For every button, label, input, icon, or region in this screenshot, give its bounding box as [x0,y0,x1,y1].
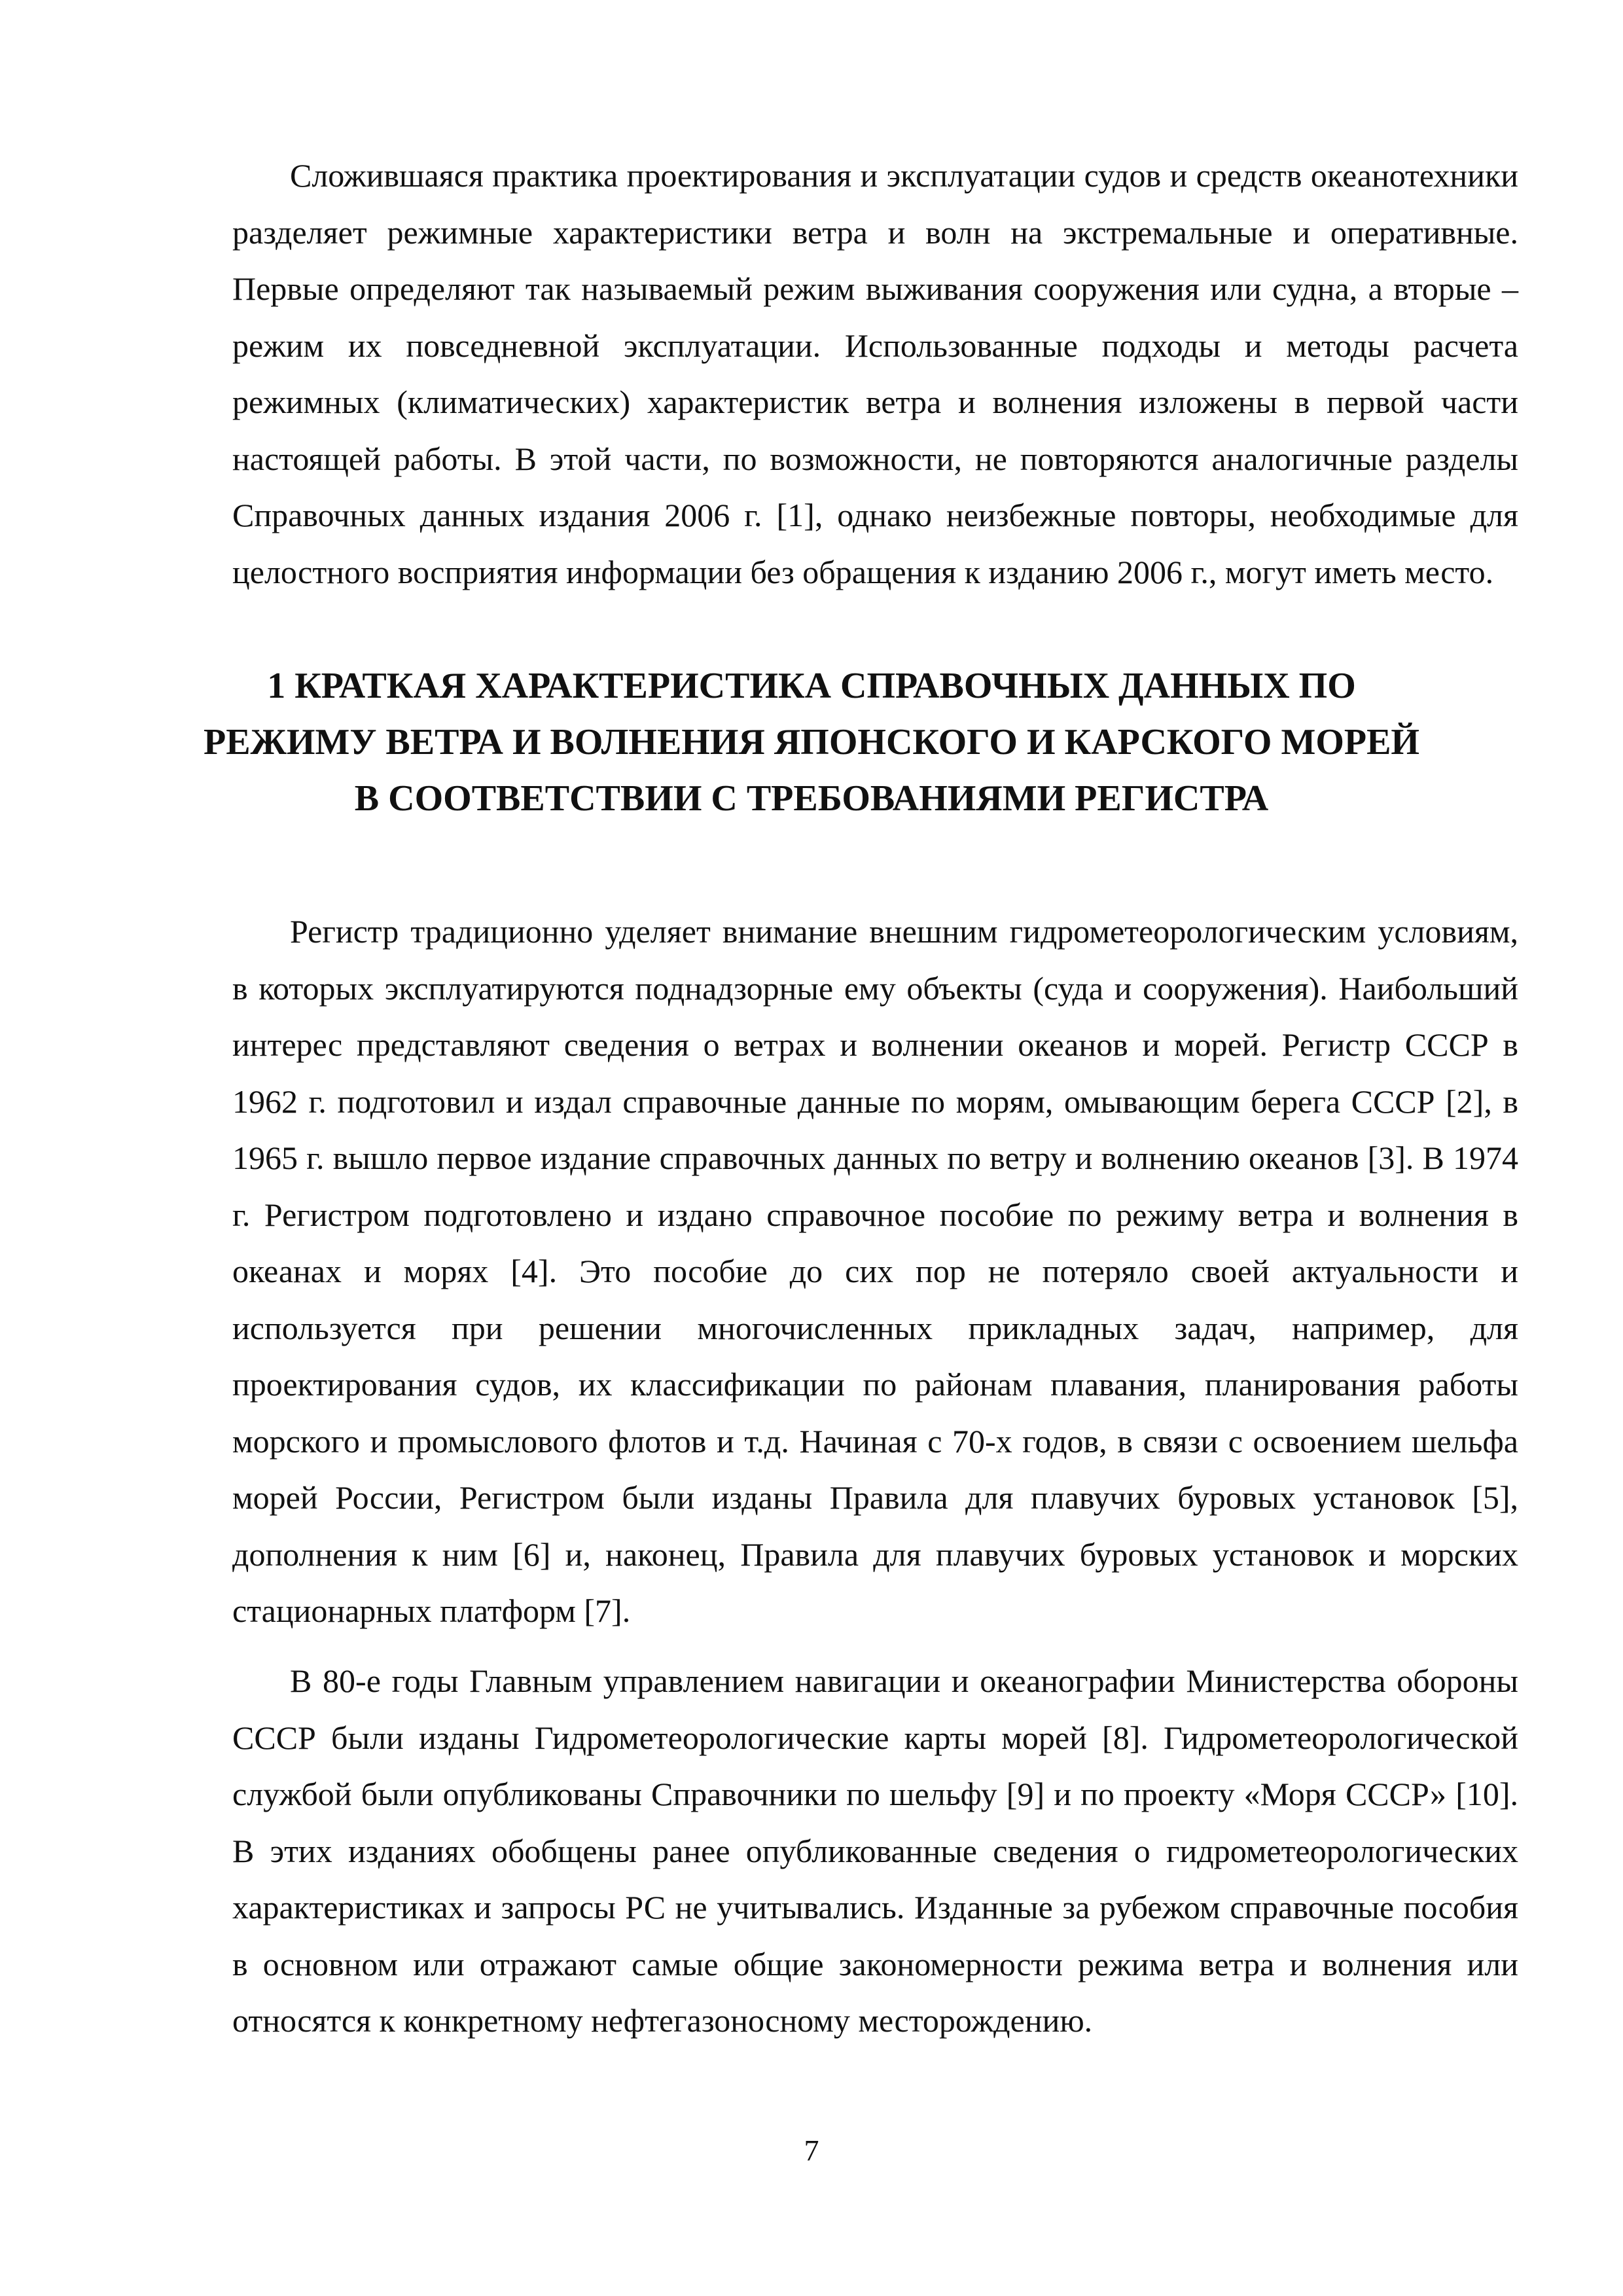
page-number: 7 [804,2134,819,2167]
section-heading [196,658,1427,827]
paragraph-intro: Сложившаяся практика проектирования и эксплуатации судов и средств океанотехники разделяет режимные характеристики ветра и волн на экстремальные и оперативные. Первые определяют так называемый режим выживания сооружения или судна, а вторые – режим их повседневной эксплуатации. Использованные подходы и методы расчета режимных (климатических) характеристик ветра и волнения изложены в первой части настоящей работы. В этой части, по возможности, не повторяются аналогичные разделы Справочных данных издания 2006 г. [1], однако неизбежные повторы, необходимые для целостного восприятия информации без обращения к изданию 2006 г., могут иметь место. [232,157,1518,590]
section-heading-line-3: В СООТВЕТСТВИИ С ТРЕБОВАНИЯМИ РЕГИСТРА [354,778,1269,819]
section-heading-line-2: РЕЖИМУ ВЕТРА И ВОЛНЕНИЯ ЯПОНСКОГО И КАРСКОГО МОРЕЙ [203,722,1419,762]
section-heading-line-1: 1 КРАТКАЯ ХАРАКТЕРИСТИКА СПРАВОЧНЫХ ДАННЫХ ПО [267,666,1356,706]
paragraph-eighties: В 80-е годы Главным управлением навигации и океанографии Министерства обороны СССР были изданы Гидрометеорологические карты морей [8]. Гидрометеорологической службой были опубликованы Справочники по шельфу [9] и по проекту «Моря СССР» [10]. В этих изданиях обобщены ранее опубликованные сведения о гидрометеорологических характеристиках и запросы РС не учитывались. Изданные за рубежом справочные пособия в основном или отражают самые общие закономерности режима ветра и волнения или относятся к конкретному нефтегазоносному месторождению. [232,1662,1518,2039]
paragraph-register-history: Регистр традиционно уделяет внимание внешним гидрометеорологическим условиям, в которых эксплуатируются поднадзорные ему объекты (суда и сооружения). Наибольший интерес представляют сведения о ветрах и волнении океанов и морей. Регистр СССР в 1962 г. подготовил и издал справочные данные по морям, омывающим берега СССР [2], в 1965 г. вышло первое издание справочных данных по ветру и волнению океанов [3]. В 1974 г. Регистром подготовлено и издано справочное пособие по режиму ветра и волнения в океанах и морях [4]. Это пособие до сих пор не потеряло своей актуальности и используется при решении многочисленных прикладных задач, например, для проектирования судов, их классификации по районам плавания, планирования работы морского и промыслового флотов и т.д. Начиная с 70-х годов, в связи с освоением шельфа морей России, Регистром были изданы Правила для плавучих буровых установок [5], дополнения к ним [6] и, наконец, Правила для плавучих буровых установок и морских стационарных платформ [7]. [232,913,1518,1629]
